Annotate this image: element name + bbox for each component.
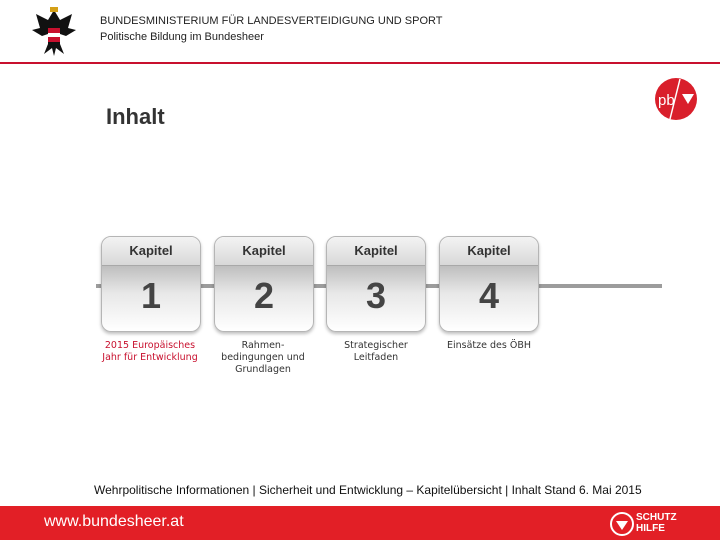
chapter-number: 4 [478,275,500,316]
chapter-1-description[interactable]: 2015 Europäisches Jahr für Entwicklung [102,340,198,363]
logo-line-2: HILFE [636,523,665,534]
chapter-number: 2 [253,275,275,316]
ministry-header [100,13,442,45]
chapter-label: Kapitel [354,243,398,258]
pb-logo-icon [654,77,698,121]
footer-caption: Wehrpolitische Informationen | Sicherheit und Entwicklung – Kapitelübersicht | Inhalt Stand 6. Mai 2015 [94,483,642,497]
chapter-2-description[interactable]: Rahmen-bedingungen und Grundlagen [221,340,305,375]
chapter-card-3[interactable] [326,236,426,332]
department-name: Politische Bildung im Bundesheer [100,31,264,43]
chapter-number: 3 [365,275,387,316]
ministry-name: BUNDESMINISTERIUM FÜR LANDESVERTEIDIGUNG UND SPORT [100,15,443,27]
chapter-label: Kapitel [129,243,173,258]
chapter-3-description[interactable]: Strategischer Leitfaden [344,340,408,363]
header-divider [0,62,720,64]
website-link[interactable]: www.bundesheer.at [44,513,184,530]
chapter-4-description[interactable]: Einsätze des ÖBH [447,340,531,351]
chapter-card-1[interactable] [101,236,201,332]
page-title: Inhalt [106,104,165,129]
logo-line-1: SCHUTZ [636,512,677,523]
chapter-label: Kapitel [467,243,511,258]
chapter-card-4[interactable] [439,236,539,332]
austrian-eagle-logo [26,4,82,60]
chapter-label: Kapitel [242,243,286,258]
pb-logo-text: pb [658,92,675,109]
chapter-card-2[interactable] [214,236,314,332]
chapter-number: 1 [140,275,162,316]
schutz-hilfe-text [636,512,677,534]
